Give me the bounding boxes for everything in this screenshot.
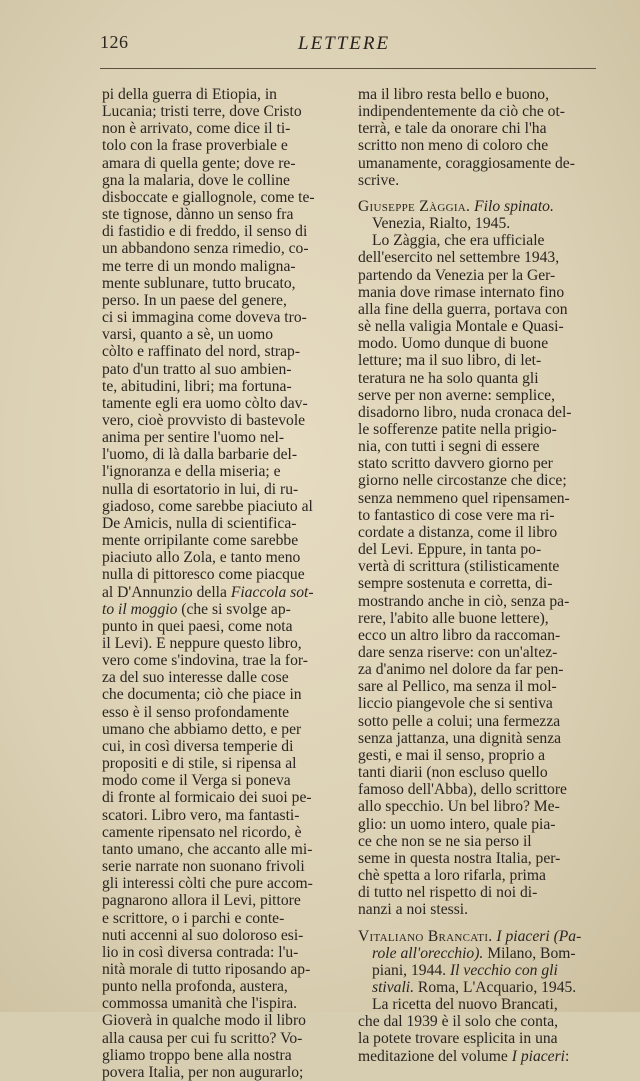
text-line: perso. In un paese del genere, (102, 291, 287, 309)
text-line: mostrando anche in ciò, senza pa- (358, 592, 570, 610)
text-line: mente orripilante come sarebbe (102, 532, 299, 550)
text-line: sare al Pellico, ma senza il mol- (358, 678, 557, 696)
text-line: dell'esercito nel settembre 1943, (358, 249, 560, 267)
entry-author: Giuseppe Zàggia. (358, 197, 471, 215)
text-line: scatori. Libro vero, ma fantasti- (102, 806, 300, 824)
text-line: gna la malaria, dove le colline (102, 171, 290, 189)
text-line: mente sublunare, tutto brucato, (102, 274, 296, 292)
text-line: punto in quei paesi, come nota (102, 617, 293, 635)
text-line: serie narrate non suonano frivoli (102, 858, 305, 876)
text-line: mania dove rimase internato fino (358, 283, 565, 301)
text-line: nulla di pittoresco come piacque (102, 566, 305, 584)
text-line: al D'Annunzio della Fiaccola sot- (102, 583, 314, 601)
text-line: De Amicis, nulla di scientifica- (102, 514, 297, 532)
text-line: ste tignose, dànno un senso fra (102, 206, 294, 224)
text-line: nulla di esortatorio in lui, di ru- (102, 480, 299, 498)
paragraph-brancati (358, 996, 594, 1047)
text-line: teratura ne ha solo quanta gli (358, 369, 539, 387)
text-line: La ricetta del nuovo Brancati, (372, 996, 558, 1014)
text-line: piaciuto allo Zola, e tanto meno (102, 549, 301, 567)
text-line: te, abitudini, libri; ma fortuna- (102, 377, 292, 395)
text-line: sotto pelle a colui; una fermezza (358, 712, 561, 730)
text-line: giadoso, come sarebbe piaciuto al (102, 497, 313, 515)
text-line: chè spetta a loro rifarla, prima (358, 867, 546, 885)
text-line: dare senza riserve: con un'altez- (358, 644, 558, 661)
text-line: to fantastico di cose vere ma ri- (358, 506, 555, 524)
text-line: nità morale di tutto riposando ap- (102, 960, 311, 978)
text-line: partendo da Venezia per la Ger- (358, 266, 556, 284)
text-line: Lo Zàggia, che era ufficiale (372, 232, 545, 250)
paragraph-zaggia (358, 232, 594, 918)
text-line: giorno nelle circostanze che dice; (358, 472, 567, 490)
text-line: sè nella valigia Montale e Quasi- (358, 318, 564, 336)
text-line: camente ripensato nel ricordo, è (102, 823, 302, 841)
text-line: gliamo troppo bene alla nostra (102, 1046, 292, 1064)
text-line: povera Italia, per non augurarlo; (102, 1063, 304, 1081)
text-line: vero, cioè provvisto di bastevole (102, 411, 306, 429)
text-line: serve per non averne: semplice, (358, 386, 556, 404)
text-line: za d'animo nel dolore da far pen- (358, 661, 564, 679)
text-line: modo come il Verga si poneva (102, 772, 291, 790)
text-line: di tutto nel rispetto di noi di- (358, 884, 538, 902)
text-line: sempre sostenuta e corretta, di- (358, 575, 553, 593)
text-line: propositi e di stile, si ripensa al (102, 755, 297, 773)
text-line: famoso dell'Abba), dello scrittore (358, 781, 567, 799)
header-rule (100, 68, 596, 69)
text-line: tanti diarii (non escluso quello (358, 764, 548, 782)
text-line: senza jattanza, una dignità senza (358, 729, 562, 747)
right-column (358, 86, 594, 1065)
text-line: indipendentemente da ciò che ot- (358, 103, 565, 121)
bibliography-entry-zaggia (358, 198, 594, 232)
text-line: disboccate e giallognole, come te- (102, 188, 315, 206)
bibliography-entry-brancati: Vitaliano Brancati. I piaceri (Pa- role all'orecchio). Milano, Bom- piani, 1944. Il vecchio con gli stivali. Roma, L'Acquario, 1945. (358, 927, 582, 996)
text-line: pagnarono allora il Levi, pittore (102, 892, 301, 910)
entry-title: Filo spinato. (474, 197, 554, 215)
text-line: lio in così diversa contrada: l'u- (102, 943, 299, 961)
text-line: la potete trovare esplicita in una (358, 1030, 558, 1048)
entry-author: Vitaliano Brancati. (358, 927, 493, 945)
text-line: to il moggio (che si svolge ap- (102, 600, 291, 618)
text-line: ci si immagina come doveva tro- (102, 309, 307, 327)
text-line: pato d'un tratto al suo ambien- (102, 360, 292, 378)
text-line: l'ignoranza e della miseria; e (102, 463, 281, 481)
text-line: che documenta; ciò che piace in (102, 686, 302, 704)
text-line: za del suo interesse dalle cose (102, 669, 289, 687)
text-line: seme in questa nostra Italia, per- (358, 849, 561, 867)
text-line: amara di quella gente; dove re- (102, 154, 296, 172)
text-line: del Levi. Eppure, in tanta po- (358, 541, 542, 559)
text-line: glio: un uomo intero, quale pia- (358, 815, 556, 833)
text-line: un abbandono senza rimedio, co- (102, 240, 309, 258)
text-line: ma il libro resta bello e buono, (358, 86, 549, 103)
text-line: nuti accenni al suo doloroso esi- (102, 926, 304, 944)
text-line: senza nemmeno quel ripensamen- (358, 489, 570, 507)
text-line: non è arrivato, come dice il ti- (102, 120, 291, 138)
text-line: umanamente, coraggiosamente de- (358, 154, 575, 172)
text-line: alla fine della guerra, portava con (358, 300, 568, 318)
text-line: terrà, e tale da onorare chi l'ha (358, 120, 547, 138)
text-line: disadorno libro, nuda cronaca del- (358, 403, 572, 421)
text-line: tamente egli era uomo còlto dav- (102, 394, 308, 412)
paragraph-levi-end (358, 86, 594, 189)
text-line: umano che abbiamo detto, e per (102, 720, 302, 738)
text-line: di fastidio e di freddo, il senso di (102, 223, 308, 241)
text-line: l'uomo, di là dalla barbarie del- (102, 446, 298, 464)
text-line: stato scritto davvero giorno per (358, 455, 553, 473)
text-line: di fronte al formicaio dei suoi pe- (102, 789, 312, 807)
text-line: vertà di scrittura (stilisticamente (358, 558, 560, 576)
text-line: varsi, quanto a sè, un uomo (102, 326, 274, 344)
text-line: Lucania; tristi terre, dove Cristo (102, 103, 302, 121)
text-line: gesti, e mai il senso, proprio a (358, 746, 546, 764)
text-line: me terre di un mondo maligna- (102, 257, 296, 275)
text-line: Gioverà in qualche modo il libro (102, 1012, 306, 1030)
text-line: punto nella profonda, austera, (102, 978, 288, 996)
text-line: pi della guerra di Etiopia, in (102, 86, 277, 103)
page-number: 126 (100, 32, 129, 52)
text-line: còlto e raffinato del nord, strap- (102, 343, 301, 361)
text-line: tolo con la frase proverbiale e (102, 137, 288, 155)
text-line: il Levi). E neppure questo libro, (102, 635, 302, 652)
text-line: nanzi a noi stessi. (358, 901, 469, 919)
text-line: le sofferenze patite nella prigio- (358, 420, 557, 438)
text-line: che dal 1939 è il solo che conta, (358, 1013, 559, 1031)
text-line: esso è il senso profondamente (102, 703, 290, 721)
text-line: scritto non meno di coloro che (358, 137, 549, 155)
text-line: liccio piangevole che si sentiva (358, 695, 553, 713)
text-line: anima per sentire l'uomo nel- (102, 429, 285, 447)
text-line: scrive. (358, 171, 400, 189)
left-column (102, 86, 338, 1081)
text-line: letture; ma il suo libro, di let- (358, 352, 542, 370)
text-line: rere, l'abito alle buone lettere), (358, 609, 549, 627)
text-line: ce che non se ne sia perso il (358, 832, 532, 850)
text-line: gli interessi còlti che pure accom- (102, 875, 313, 893)
text-line: e scrittore, o i parchi e conte- (102, 909, 285, 927)
text-line: alla causa per cui fu scritto? Vo- (102, 1029, 303, 1047)
text-line: ecco un altro libro da raccoman- (358, 626, 561, 644)
text-line: cui, in così diversa temperie di (102, 737, 294, 755)
text-line: modo. Uomo dunque di buone (358, 335, 549, 353)
text-line: nia, con tutti i segni di essere (358, 438, 540, 456)
text-line: commossa umanità che l'ispira. (102, 995, 298, 1013)
text-line: vero come s'indovina, trae la for- (102, 652, 309, 670)
text-line: meditazione del volume I piaceri: (358, 1047, 570, 1065)
text-line: tanto umano, che accanto alle mi- (102, 840, 313, 858)
running-title: LETTERE (298, 33, 391, 54)
text-line: allo specchio. Un bel libro? Me- (358, 798, 560, 816)
entry-imprint: Venezia, Rialto, 1945. (372, 215, 511, 233)
text-line: cordate a distanza, come il libro (358, 523, 558, 541)
